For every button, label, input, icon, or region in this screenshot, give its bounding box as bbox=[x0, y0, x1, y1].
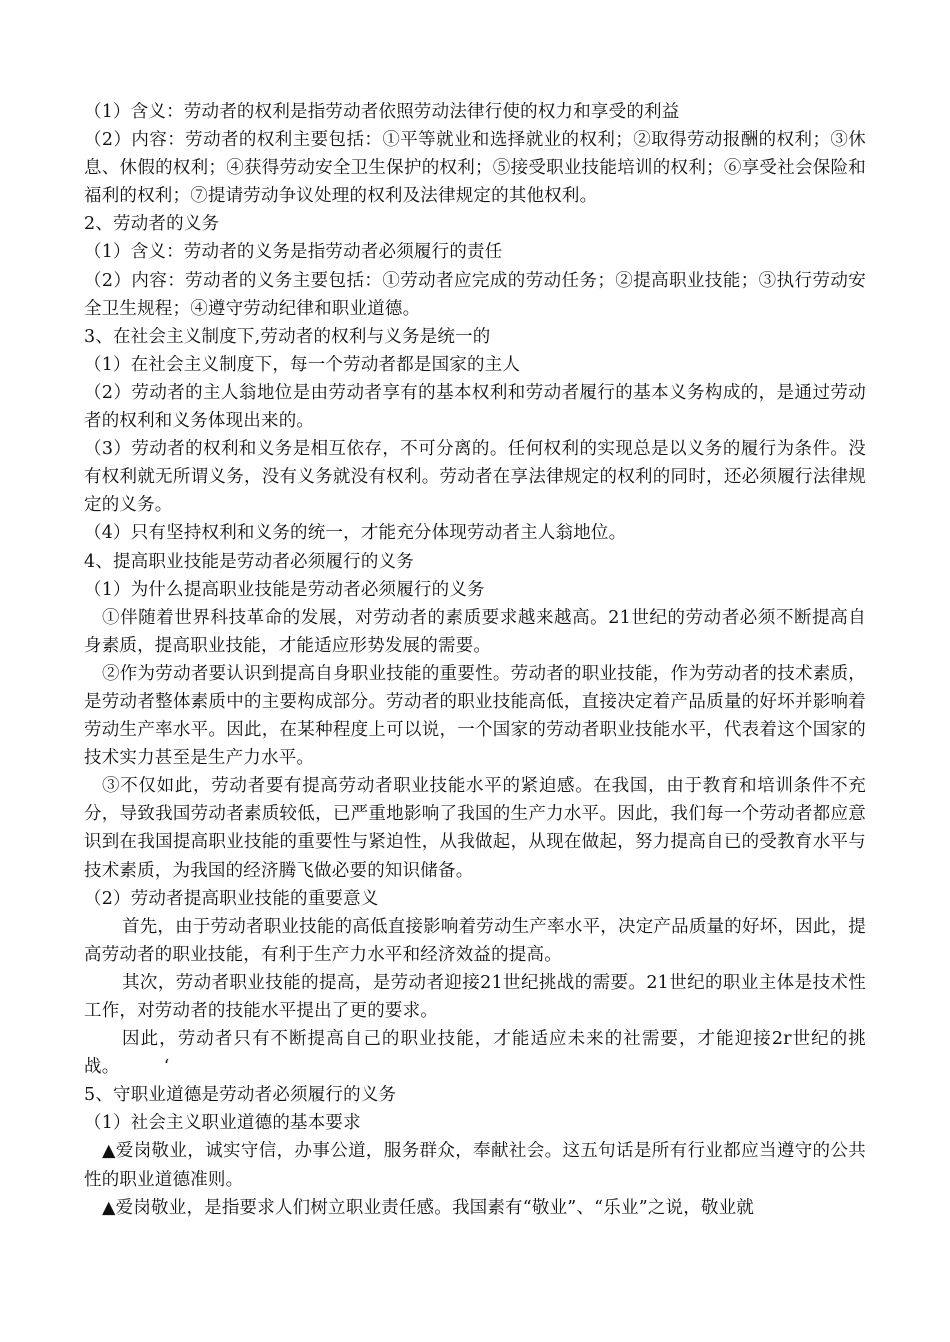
document-body bbox=[84, 98, 866, 1222]
paragraph: （1）社会主义职业道德的基本要求 bbox=[84, 1113, 361, 1134]
paragraph: （3）劳动者的权利和义务是相互依存，不可分离的。任何权利的实现总是以义务的履行为条件。没有权利就无所谓义务，没有义务就没有权利。劳动者在享法律规定的权利的同时，还必须履行法律规定的义务。 bbox=[84, 439, 866, 516]
section-heading: 4、提高职业技能是劳动者必须履行的义务 bbox=[84, 551, 414, 572]
paragraph: （2）劳动者的主人翁地位是由劳动者享有的基本权利和劳动者履行的基本义务构成的，是通过劳动者的权利和义务体现出来的。 bbox=[84, 382, 866, 432]
paragraph: （1）含义：劳动者的权利是指劳动者依照劳动法律行使的权力和享受的利益 bbox=[84, 102, 680, 122]
paragraph: ▲爱岗敬业，是指要求人们树立职业责任感。我国素有“敬业”、“乐业”之说，敬业就 bbox=[102, 1197, 755, 1218]
section-heading: 5、守职业道德是劳动者必须履行的义务 bbox=[84, 1085, 397, 1106]
paragraph: ①伴随着世界科技革命的发展，对劳动者的素质要求越来越高。21世纪的劳动者必须不断提高自身素质，提高职业技能，才能适应形势发展的需要。 bbox=[84, 607, 866, 656]
paragraph: （1）含义：劳动者的义务是指劳动者必须履行的责任 bbox=[84, 242, 503, 263]
section-heading: 2、劳动者的义务 bbox=[84, 214, 220, 235]
paragraph: （2）内容：劳动者的权利主要包括：①平等就业和选择就业的权利；②取得劳动报酬的权利；③休息、休假的权利；④获得劳动安全卫生保护的权利；⑤接受职业技能培训的权利；⑥享受社会保险和福利的权利；⑦提请劳动争议处理的权利及法律规定的其他权利。 bbox=[84, 130, 866, 207]
paragraph: ▲爱岗敬业，诚实守信，办事公道，服务群众，奉献社会。这五句话是所有行业都应当遵守的公共性的职业道德准则。 bbox=[84, 1141, 866, 1190]
paragraph: 其次，劳动者职业技能的提高，是劳动者迎接21世纪挑战的需要。21世纪的职业主体是技术性工作，对劳动者的技能水平提出了更的要求。 bbox=[84, 972, 866, 1021]
paragraph: 首先，由于劳动者职业技能的高低直接影响着劳动生产率水平，决定产品质量的好坏，因此，提高劳动者的职业技能，有利于生产力水平和经济效益的提高。 bbox=[84, 916, 866, 965]
paragraph: （4）只有坚持权利和义务的统一，才能充分体现劳动者主人翁地位。 bbox=[84, 523, 627, 544]
paragraph: 因此，劳动者只有不断提高自己的职业技能，才能适应未来的社需要，才能迎接2r世纪的挑战。 ‘ bbox=[84, 1029, 866, 1078]
paragraph: （2）劳动者提高职业技能的重要意义 bbox=[84, 888, 379, 909]
paragraph: （1）在社会主义制度下，每一个劳动者都是国家的主人 bbox=[84, 354, 521, 375]
section-heading: 3、在社会主义制度下,劳动者的权利与义务是统一的 bbox=[84, 326, 491, 347]
paragraph: （1）为什么提高职业技能是劳动者必须履行的义务 bbox=[84, 579, 485, 600]
paragraph: ③不仅如此，劳动者要有提高劳动者职业技能水平的紧迫感。在我国，由于教育和培训条件不充分，导致我国劳动者素质较低，已严重地影响了我国的生产力水平。因此，我们每一个劳动者都应意识到在我国提高职业技能的重要性与紧迫性，从我做起，从现在做起，努力提高自已的受教育水平与技术素质，为我国的经济腾飞做必要的知识储备。 bbox=[84, 776, 866, 881]
paragraph: ②作为劳动者要认识到提高自身职业技能的重要性。劳动者的职业技能，作为劳动者的技术素质，是劳动者整体素质中的主要构成部分。劳动者的职业技能高低，直接决定着产品质量的好坏并影响着劳动生产率水平。因此，在某种程度上可以说，一个国家的劳动者职业技能水平，代表着这个国家的技术实力甚至是生产力水平。 bbox=[84, 663, 866, 769]
paragraph: （2）内容：劳动者的义务主要包括：①劳动者应完成的劳动任务；②提高职业技能；③执行劳动安全卫生规程；④遵守劳动纪律和职业道德。 bbox=[84, 270, 866, 319]
